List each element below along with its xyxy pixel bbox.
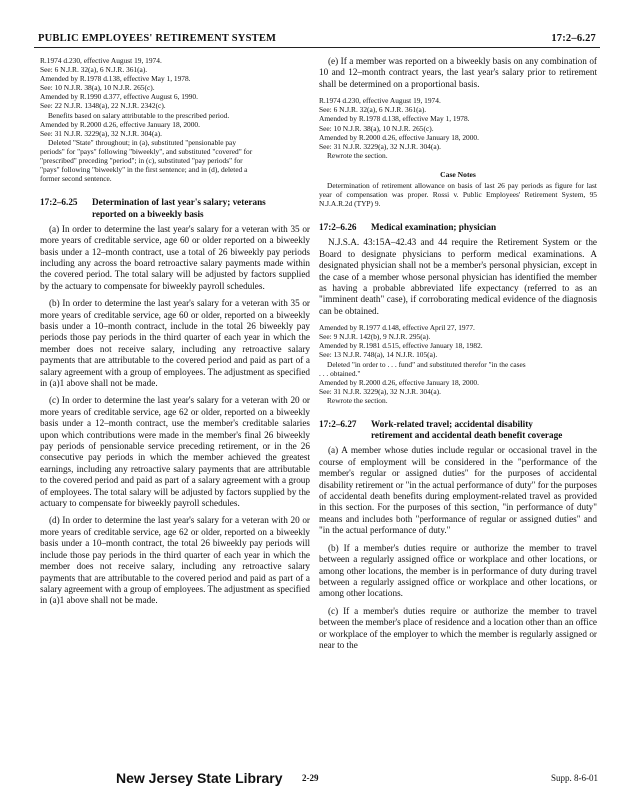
history-line: "pays" following "biweekly" in the first sentence; and in (d), deleted a [40,165,248,175]
history-line: See: 31 N.J.R. 3229(a), 32 N.J.R. 304(a). [319,141,441,151]
history-line: See: 22 N.J.R. 1348(a), 22 N.J.R. 2342(c). [40,101,166,111]
section-heading-6-25 [40,197,310,219]
section-number: 17:2–6.27 [319,419,357,430]
page-number: 2-29 [302,773,319,783]
section-title-line-1: Determination of last year's salary; veterans [92,197,266,208]
case-notes-text: Determination of retirement allowance on basis of last 26 pay periods as figure for last year of compensation was proper. Rossi v. Public Employees' Retirement System, 95 N.J.A.R.2d (TYP) 9. [319,180,597,209]
history-line: Amended by R.1990 d.377, effective August 6, 1990. [40,92,198,102]
paragraph-e: (e) If a member was reported on a biweekly basis on any combination of 10 and 12–month contract years, the last year's salary prior to retirement shall be determined on a proportional basis. [319,56,597,89]
section-title-line-2: retirement and accidental death benefit coverage [371,430,563,441]
history-line: Amended by R.2000 d.26, effective January 18, 2000. [319,132,479,142]
paragraph-c: (c) If a member's duties require or authorize the member to travel between the member's place of residence and a location other than an office or workplace of the employer to which the member is regularly assigned or near to the [319,605,598,650]
paragraph-a: (a) A member whose duties include regular or occasional travel in the course of employment will be considered in the "performance of the member's regular or assigned duties" for the purposes of accidental disability retirement or "in the actual performance of duty" for the purposes of accidental death benefits during employment-related travel as provided in this section. For the purposes of this section, "in performance of duty" means and includes both "performance of regular or assigned duties" and "in the actual performance of duty." [319,445,597,536]
history-line: See: 31 N.J.R. 3229(a), 32 N.J.R. 304(a). [40,128,162,138]
section-number: 17:2–6.26 [319,222,357,233]
paragraph-6-26: N.J.S.A. 43:15A–42.43 and 44 require the Retirement System or the Board to designate physicians to perform medical examinations. A designated physician shall not be a member's personal physician, except in the case of a member whose personal physician has identified the member as having a probable abbreviated life expectancy (referred to as an "imminent death" case), if corroborating medical evidence of the diagnosis can be obtained. [319,237,597,316]
section-title-line-1: Work-related travel; accidental disability [371,419,533,430]
section-heading-6-26 [319,222,597,233]
history-line: Rewrote the section. [327,395,388,405]
history-line: Benefits based on salary attributable to the prescribed period. [48,110,230,120]
paragraph-d: (d) In order to determine the last year's salary for a veteran with 20 or more years of creditable service, age 62 or older, reported on a biweekly basis under a 10–month contract, the total 26 biweekly pay periods will include those pay periods in the third quarter of each year in which the member does not receive salary, including any retroactive salary payments that are attributable to the covered period and paid as part of a salary agreement with a group of employees. The adjustment as specified in (a)1 above shall not be made. [40,515,310,606]
running-header [34,32,600,48]
history-line: R.1974 d.230, effective August 19, 1974. [319,96,441,106]
history-line: "prescribed" preceding "period"; in (c), substituted "pay periods" for [40,156,243,166]
history-line: Amended by R.1978 d.138, effective May 1, 1978. [319,114,470,124]
history-line: Amended by R.1978 d.138, effective May 1, 1978. [40,74,191,84]
history-line: Amended by R.2000 d.26, effective January 18, 2000. [319,377,479,387]
right-column [319,56,597,657]
history-line: See: 13 N.J.R. 748(a), 14 N.J.R. 105(a). [319,350,438,360]
case-notes-title: Case Notes [440,169,476,179]
paragraph-b: (b) If a member's duties require or authorize the member to travel between a regularly assigned office or workplace and other locations, or among other locations, the member is in performance of duty during travel between a regularly assigned office or workplace and other locations, or among other locations. [319,542,597,599]
section-title: Medical examination; physician [371,222,497,233]
header-title: PUBLIC EMPLOYEES' RETIREMENT SYSTEM [38,33,277,44]
left-column [40,56,310,613]
history-line: See: 6 N.J.R. 32(a), 6 N.J.R. 361(a). [40,65,148,75]
history-note-prior-section [40,56,310,183]
history-note-6-26 [319,323,597,405]
history-line: See: 6 N.J.R. 32(a), 6 N.J.R. 361(a). [319,105,427,115]
history-line: See: 10 N.J.R. 38(a), 10 N.J.R. 265(c). [319,123,434,133]
history-line: See: 10 N.J.R. 38(a), 10 N.J.R. 265(c). [40,83,155,93]
history-line: periods" for "pays" following "biweekly", and substituted "covered" for [40,146,253,156]
history-note-6-25 [319,96,597,160]
history-line: See: 9 N.J.R. 142(b), 9 N.J.R. 295(a). [319,332,431,342]
library-watermark: New Jersey State Library [116,770,283,786]
history-line: R.1974 d.230, effective August 19, 1974. [40,56,162,65]
section-title-line-2: reported on a biweekly basis [92,208,204,219]
history-line: former second sentence. [40,174,112,184]
paragraph-c: (c) In order to determine the last year's salary for a veteran with 20 or more years of creditable service, age 62 or older, reported on a biweekly basis under a 12–month contract, use the member's creditable salaries upon which contributions were made in the member's final 26 biweekly pay periods of pensionable service preceding retirement, or in the 26 consecutive pay periods in which the member achieved the greatest earnings, including any retroactive salary payments that are attributable to the covered period and paid as part of a salary agreement with a group of employees. The total salary will be adjusted by factors supplied by the actuary to compensate for biweekly payroll schedules. [40,395,310,509]
history-line: Deleted "State" throughout; in (a), substituted "pensionable pay [48,137,237,147]
header-rule [34,47,600,48]
paragraph-b: (b) In order to determine the last year's salary for a veteran with 35 or more years of creditable service, age 60 or older, reported on a biweekly basis under a 10–month contract, include in the total 26 biweekly pay periods those pay periods in the third quarter of each year in which the member does not receive salary, including any retroactive salary payments that are attributable to the covered period and paid as part of a salary agreement with a group of employees. The adjustment as specified in (a)1 above shall not be made. [40,298,310,388]
paragraph-a: (a) In order to determine the last year's salary for a veteran with 35 or more years of creditable service, age 60 or older reported on a biweekly basis under a 12–month contract, use a total of 26 biweekly pay periods including any across the board retroactive salary payments made within the covered period. The total salary will be adjusted by factors supplied by the actuary to compensate for biweekly payroll schedules. [40,223,310,291]
history-line: Amended by R.1981 d.515, effective January 18, 1982. [319,341,483,351]
history-line: See: 31 N.J.R. 3229(a), 32 N.J.R. 304(a). [319,386,441,396]
history-line: Amended by R.1977 d.148, effective April 27, 1977. [319,323,475,333]
header-section-number: 17:2–6.27 [551,33,596,44]
supplement-date: Supp. 8-6-01 [551,773,598,783]
section-heading-6-27 [319,419,597,441]
section-number: 17:2–6.25 [40,197,78,208]
history-line: Rewrote the section. [327,150,388,160]
history-line: . . . obtained." [319,368,361,378]
history-line: Amended by R.2000 d.26, effective January 18, 2000. [40,119,200,129]
history-line: Deleted "in order to . . . fund" and substituted therefor "in the cases [327,359,526,369]
